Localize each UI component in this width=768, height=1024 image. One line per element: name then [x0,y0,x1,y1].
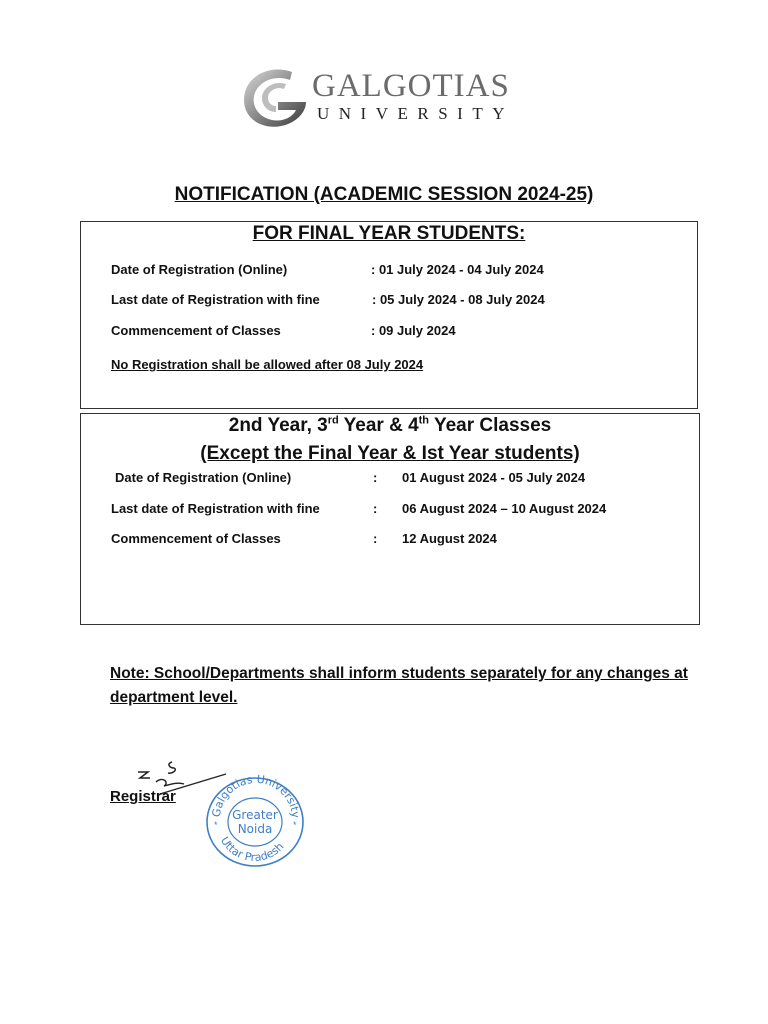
final-year-footnote: No Registration shall be allowed after 08 July 2024 [111,357,424,372]
department-note: Note: School/Departments shall inform students separately for any changes at department level. [110,665,688,706]
final-fine-date-value: : 05 July 2024 - 08 July 2024 [372,292,545,307]
other-reg-date-colon: : [373,470,378,485]
svg-text:*: * [214,820,218,830]
other-years-heading: 2nd Year, 3rd Year & 4th Year Classes [228,414,552,436]
final-commencement-value: : 09 July 2024 [371,323,456,338]
other-reg-date-label: Date of Registration (Online) [115,470,292,485]
final-year-heading: FOR FINAL YEAR STUDENTS: [252,223,526,244]
logo-name: GALGOTIAS [312,68,510,104]
other-commencement-value: 12 August 2024 [402,531,497,546]
final-reg-date-value: : 01 July 2024 - 04 July 2024 [371,262,544,277]
final-reg-date-label: Date of Registration (Online) [111,262,288,277]
svg-text:*: * [293,820,297,830]
other-commencement-colon: : [373,531,378,546]
logo-subtitle: UNIVERSITY [317,104,514,123]
other-fine-date-colon: : [373,501,378,516]
svg-text:Uttar Pradesh: Uttar Pradesh [217,834,287,865]
other-commencement-label: Commencement of Classes [111,531,281,546]
other-fine-date-value: 06 August 2024 – 10 August 2024 [402,501,607,516]
logo-emblem-icon [240,62,312,134]
page-title: NOTIFICATION (ACADEMIC SESSION 2024-25) [174,184,594,205]
other-fine-date-label: Last date of Registration with fine [111,501,320,516]
other-years-box [80,413,700,625]
svg-text:Greater: Greater [232,808,278,822]
final-fine-date-label: Last date of Registration with fine [111,292,320,307]
final-year-box [80,221,698,409]
svg-text:Galgotias University: Galgotias University [209,772,303,819]
final-commencement-label: Commencement of Classes [111,323,281,338]
university-seal-stamp [203,772,309,868]
university-logo [240,62,530,142]
other-reg-date-value: 01 August 2024 - 05 July 2024 [402,470,586,485]
registrar-label: Registrar [110,788,176,805]
svg-text:Noida: Noida [237,822,273,836]
other-years-subheading: (Except the Final Year & Ist Year students) [200,443,580,464]
